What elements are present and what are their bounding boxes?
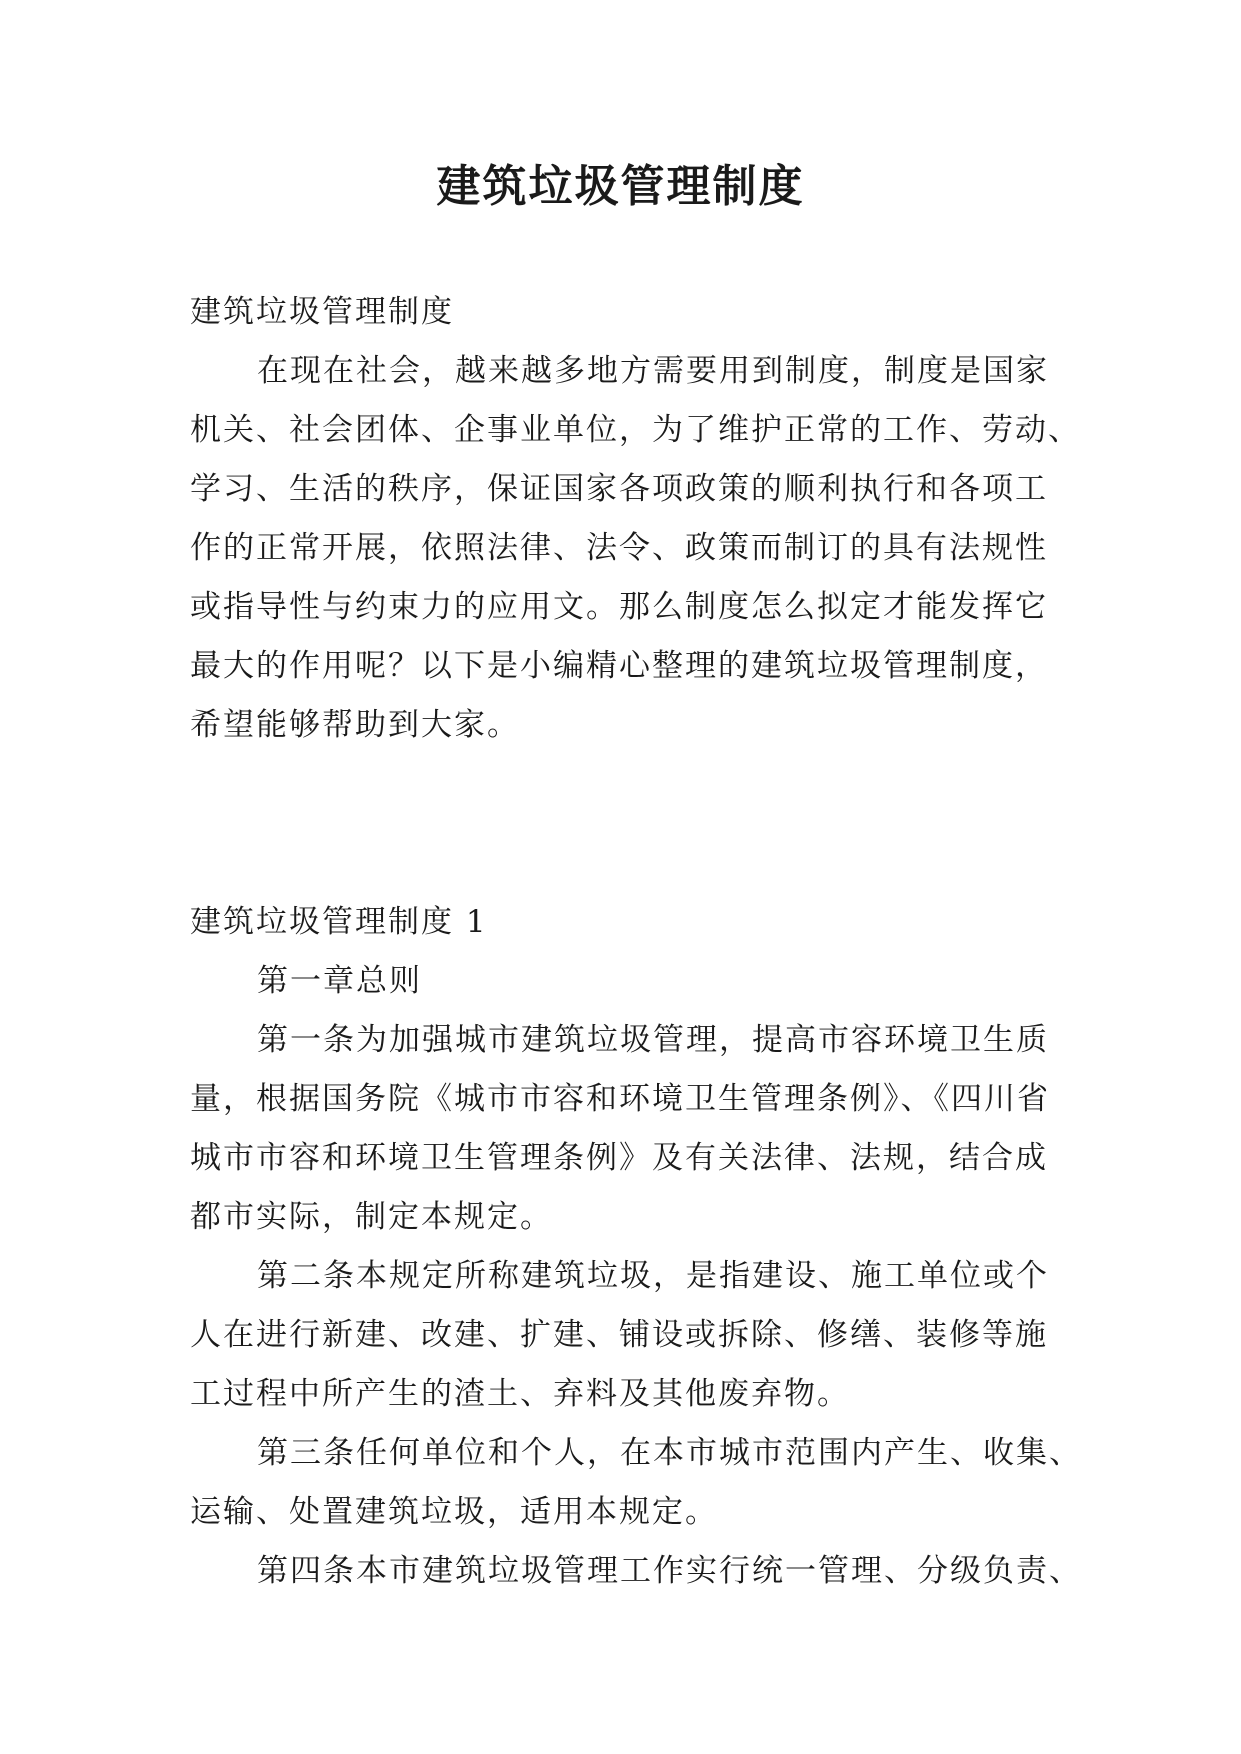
text-line: 第一章总则 (257, 963, 422, 999)
text-line: 第一条为加强城市建筑垃圾管理，提高市容环境卫生质 (257, 1022, 1049, 1058)
text-line: 城市市容和环境卫生管理条例》及有关法律、法规，结合成 (190, 1140, 1048, 1176)
text-line: 运输、处置建筑垃圾，适用本规定。 (190, 1494, 718, 1530)
document-title: 建筑垃圾管理制度 (436, 161, 805, 212)
text-line: 希望能够帮助到大家。 (190, 707, 520, 743)
text-line: 都市实际，制定本规定。 (190, 1199, 553, 1235)
text-line: 第三条任何单位和个人，在本市城市范围内产生、收集、 (257, 1435, 1082, 1471)
text-line: 或指导性与约束力的应用文。那么制度怎么拟定才能发挥它 (190, 589, 1048, 625)
text-line: 建筑垃圾管理制度 1 (190, 904, 488, 940)
text-line: 最大的作用呢？以下是小编精心整理的建筑垃圾管理制度， (190, 648, 1048, 684)
text-line: 建筑垃圾管理制度 (190, 294, 454, 330)
text-line: 在现在社会，越来越多地方需要用到制度，制度是国家 (257, 353, 1049, 389)
text-line: 量，根据国务院《城市市容和环境卫生管理条例》、《四川省 (190, 1081, 1050, 1117)
text-line: 作的正常开展，依照法律、法令、政策而制订的具有法规性 (190, 530, 1048, 566)
text-line: 机关、社会团体、企事业单位，为了维护正常的工作、劳动、 (190, 412, 1081, 448)
text-line: 工过程中所产生的渣土、弃料及其他废弃物。 (190, 1376, 850, 1412)
text-line: 人在进行新建、改建、扩建、铺设或拆除、修缮、装修等施 (190, 1317, 1048, 1353)
text-line: 学习、生活的秩序，保证国家各项政策的顺利执行和各项工 (190, 471, 1048, 507)
text-line: 第四条本市建筑垃圾管理工作实行统一管理、分级负责、 (257, 1553, 1082, 1589)
text-line: 第二条本规定所称建筑垃圾，是指建设、施工单位或个 (257, 1258, 1049, 1294)
